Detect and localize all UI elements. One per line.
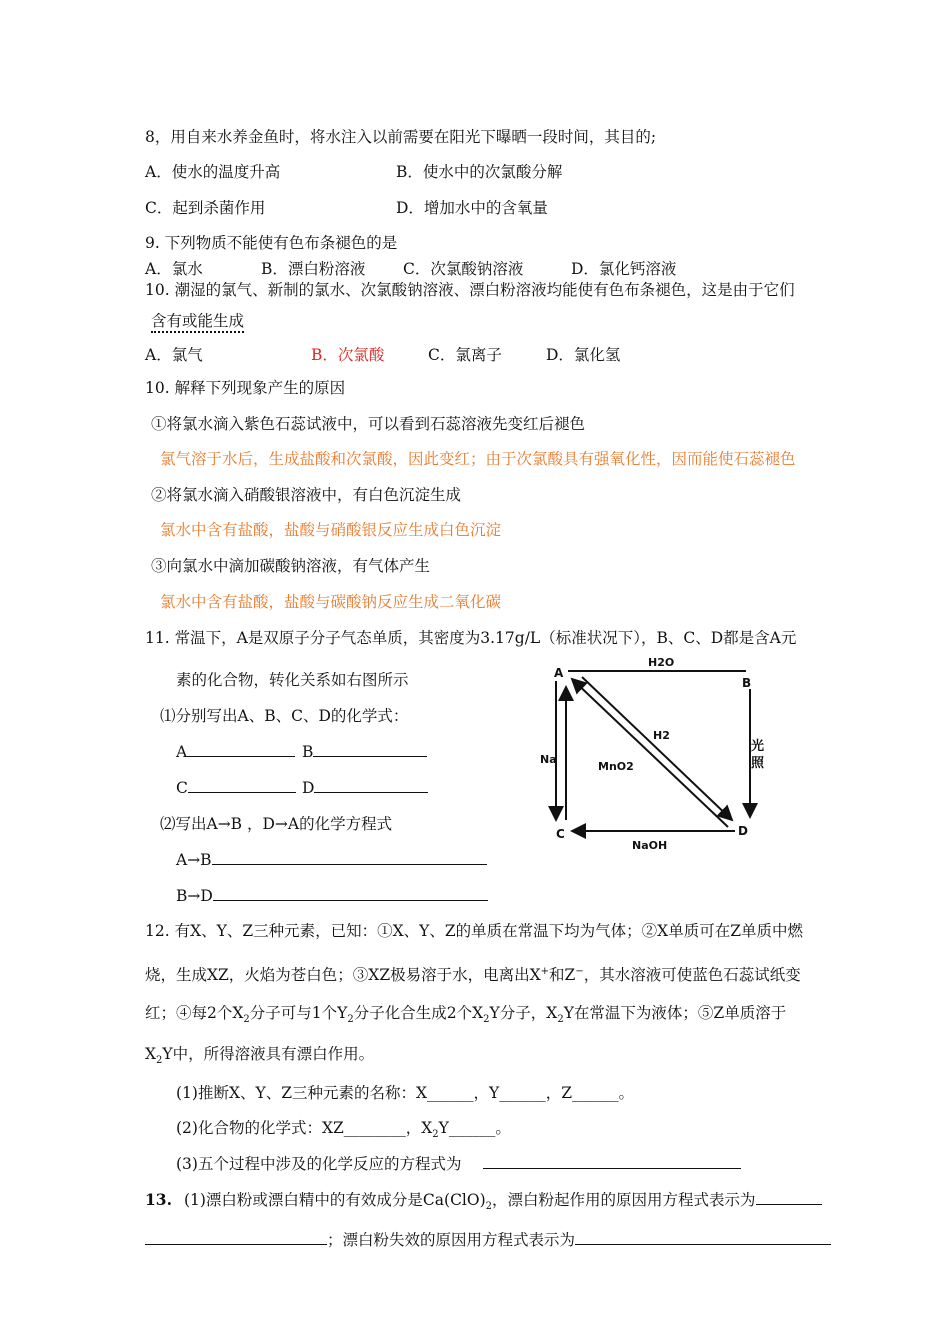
q11-stem-line2: 素的化合物，转化关系如右图所示 [176, 671, 409, 689]
q9-option-a: A．氯水 [145, 260, 203, 278]
q12-line3 [145, 1003, 786, 1030]
q12-line2 [145, 962, 801, 985]
q11-label-c: C [176, 779, 188, 797]
q11-eq-label-ab: A→B [176, 851, 212, 869]
node-b: B [742, 676, 752, 690]
q12-part2 [176, 1118, 511, 1145]
q12-sup-plus: + [540, 966, 550, 977]
q12-part2-tail: Y______。 [438, 1119, 511, 1137]
label-right-1: 光 [751, 739, 765, 754]
q10b-answer1: 氯气溶于水后，生成盐酸和次氯酸，因此变红；由于次氯酸具有强氧化性，因而能使石蕊褪色 [160, 450, 796, 468]
q12-sub-1: 2 [243, 1014, 250, 1026]
q10b-sub3: ③向氯水中滴加碳酸钠溶液，有气体产生 [151, 557, 431, 575]
q10b-sub2: ②将氯水滴入硝酸银溶液中，有白色沉淀生成 [151, 486, 462, 504]
q12-sub-2: 2 [347, 1014, 354, 1026]
q11-part2: ⑵写出A→B ，D→A的化学方程式 [160, 815, 393, 833]
q11-answer-line-ab[interactable] [212, 850, 487, 865]
q12-sub-4: 2 [557, 1014, 564, 1026]
q10a-option-a: A．氯气 [145, 346, 203, 364]
q12-line3-part2: 分子可与1个Y [249, 1004, 348, 1022]
q8-stem: 8，用自来水养金鱼时，将水注入以前需要在阳光下曝晒一段时间，其目的; [145, 128, 657, 146]
q12-answer-line[interactable] [483, 1154, 741, 1169]
q12-sub-6: 2 [432, 1129, 439, 1141]
q9-option-b: B．漂白粉溶液 [261, 260, 366, 278]
q12-part1: (1)推断X、Y、Z三种元素的名称：X______，Y______，Z______。 [176, 1084, 635, 1102]
q12-sub-5: 2 [156, 1055, 163, 1067]
arrow-a-d [582, 677, 732, 820]
conversion-diagram [540, 655, 780, 855]
q11-answer-line-bd[interactable] [213, 886, 488, 901]
q10a-option-c: C．氯离子 [428, 346, 502, 364]
q11-answer-line-b[interactable] [313, 742, 427, 757]
q11-equation-ab [176, 850, 487, 870]
q13-answer-line-2[interactable] [145, 1230, 327, 1245]
q13-answer-line-3[interactable] [575, 1230, 831, 1245]
q11-answer-line-d[interactable] [314, 778, 428, 793]
label-right-2: 照 [751, 756, 765, 771]
q12-part2-text: (2)化合物的化学式：XZ________，X [176, 1119, 433, 1137]
q13-answer-line-1[interactable] [756, 1190, 822, 1205]
q12-line3-part3: 分子化合生成2个X [353, 1004, 484, 1022]
q12-part3-text: (3)五个过程中涉及的化学反应的方程式为 [176, 1155, 462, 1173]
q12-part3 [176, 1154, 741, 1174]
q12-line2-part3: ，其水溶液可使蓝色石蕊试纸变 [583, 966, 801, 985]
q13-number: 13. [145, 1190, 172, 1209]
label-diagonal: H2 [653, 729, 670, 742]
q11-blank-a [176, 742, 295, 762]
q10b-answer3: 氯水中含有盐酸，盐酸与碳酸钠反应生成二氧化碳 [160, 593, 502, 611]
q8-option-a: A．使水的温度升高 [145, 163, 281, 181]
node-c: C [556, 827, 565, 841]
q12-line3-part1: 红；④每2个X [145, 1004, 244, 1022]
q11-eq-label-bd: B→D [176, 887, 213, 905]
q10a-option-d: D．氯化氢 [546, 346, 621, 364]
arrow-d-a [572, 679, 728, 827]
q12-line2-part2: 和Z [549, 966, 576, 985]
q11-part1: ⑴分别写出A、B、C、D的化学式： [160, 707, 409, 725]
q13-sub: 2 [485, 1201, 493, 1213]
q11-label-d: D [302, 779, 315, 797]
q12-line4-part1: X [145, 1045, 157, 1063]
q12-sup-minus: − [575, 966, 584, 977]
node-a: A [554, 666, 564, 680]
q13-line1 [145, 1190, 822, 1217]
q12-line1: 12. 有X、Y、Z三种元素，已知：①X、Y、Z的单质在常温下均为气体；②X单质可在Z单质中燃 [145, 922, 803, 940]
q12-sub-3: 2 [483, 1014, 490, 1026]
q10b-answer2: 氯水中含有盐酸，盐酸与硝酸银反应生成白色沉淀 [160, 521, 502, 539]
q11-blank-d [302, 778, 428, 798]
q10b-sub1: ①将氯水滴入紫色石蕊试液中，可以看到石蕊溶液先变红后褪色 [151, 415, 586, 433]
q12-line3-part4: Y分子，X [489, 1004, 558, 1022]
q10a-option-b: B．次氯酸 [311, 346, 385, 364]
q11-label-a: A [176, 743, 188, 761]
q10a-stem-line2 [151, 311, 244, 331]
label-left: Na [540, 753, 557, 766]
q11-answer-line-c[interactable] [188, 778, 296, 793]
q11-equation-bd [176, 886, 488, 906]
q13-line2-text: ；漂白粉失效的原因用方程式表示为 [327, 1231, 576, 1249]
q8-option-b: B．使水中的次氯酸分解 [396, 163, 563, 181]
q12-line2-part1: 烧，生成XZ，火焰为苍白色；③XZ极易溶于水，电离出X [145, 966, 541, 985]
q11-blank-b [302, 742, 427, 762]
q10b-stem: 10. 解释下列现象产生的原因 [145, 379, 346, 397]
q13-line1-part2: ，漂白粉起作用的原因用方程式表示为 [492, 1191, 756, 1209]
label-top: H2O [648, 656, 675, 669]
q11-answer-line-a[interactable] [187, 742, 295, 757]
q9-option-d: D．氯化钙溶液 [571, 260, 677, 278]
q12-line4-part2: Y中，所得溶液具有漂白作用。 [162, 1045, 375, 1063]
q13-line1-part1: (1)漂白粉或漂白精中的有效成分是Ca(ClO) [183, 1191, 486, 1209]
q12-line3-part5: Y在常温下为液体；⑤Z单质溶于 [563, 1004, 787, 1022]
q9-option-c: C．次氯酸钠溶液 [403, 260, 524, 278]
q11-stem-line1: 11. 常温下，A是双原子分子气态单质，其密度为3.17g/L（标准状况下），B、C、D都是含A元 [145, 629, 797, 647]
q8-option-d: D．增加水中的含氧量 [396, 199, 548, 217]
q13-line2 [145, 1230, 831, 1250]
q10a-stem-line1: 10. 潮湿的氯气、新制的氯水、次氯酸钠溶液、漂白粉溶液均能使有色布条褪色，这是由于它们 [145, 281, 795, 299]
q8-option-c: C．起到杀菌作用 [145, 199, 266, 217]
q10a-emphasis: 含有或能生成 [151, 312, 244, 333]
label-bottom: NaOH [632, 839, 668, 852]
q12-line4 [145, 1044, 374, 1071]
q11-label-b: B [302, 743, 314, 761]
q9-stem: 9. 下列物质不能使有色布条褪色的是 [145, 234, 398, 252]
q11-blank-c [176, 778, 296, 798]
node-d: D [738, 824, 748, 838]
label-mno2: MnO2 [598, 760, 634, 773]
